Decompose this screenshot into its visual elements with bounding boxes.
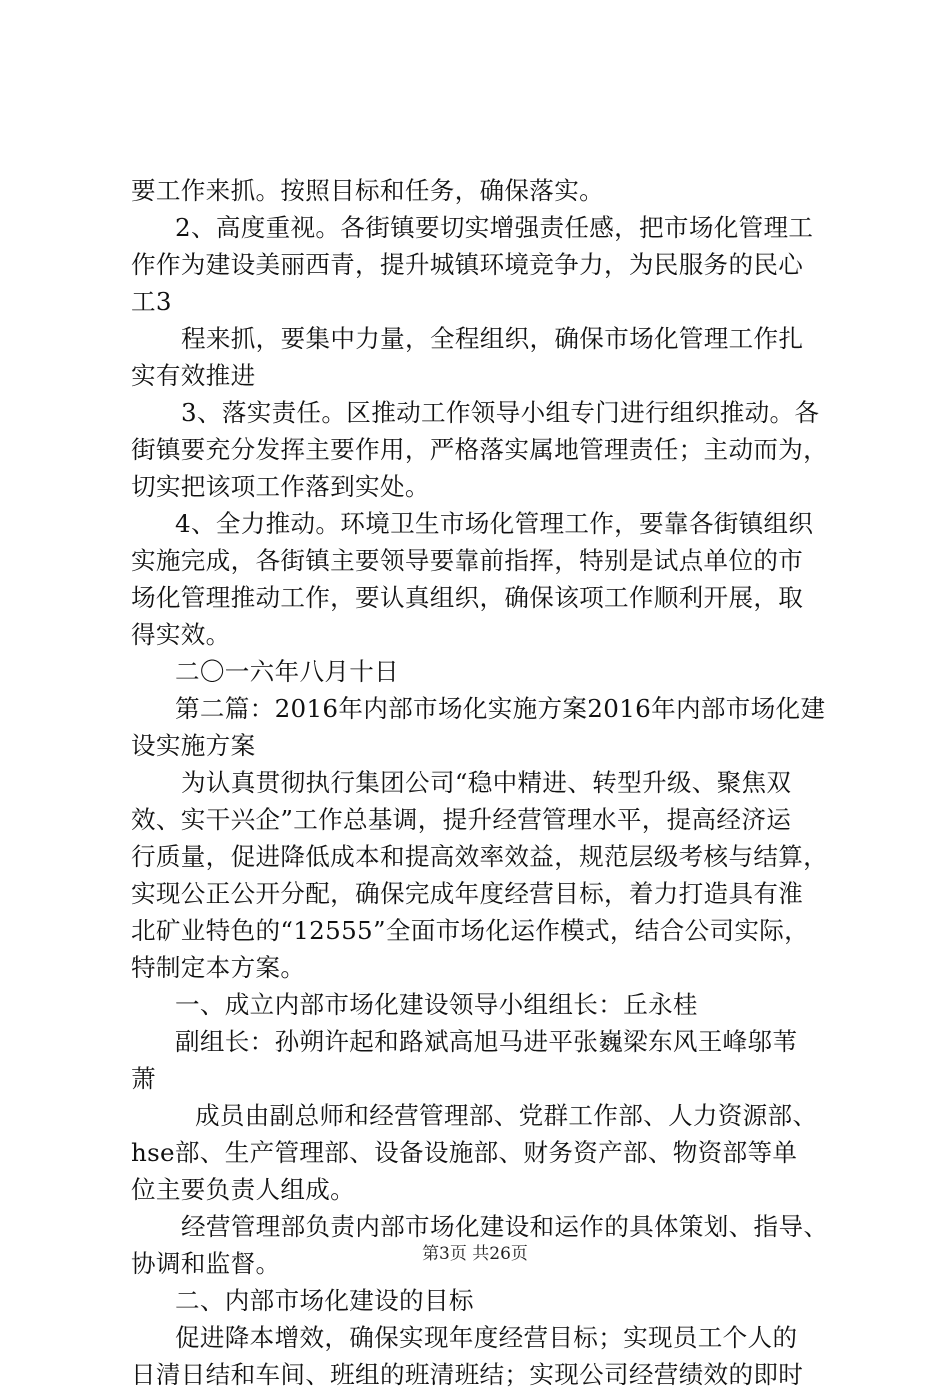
text-line: 切实把该项工作落到实处。 [131,472,430,501]
text-line: 二、内部市场化建设的目标 [175,1286,474,1315]
text-line: 协调和监督。 [131,1249,281,1278]
text-line: 促进降本增效，确保实现年度经营目标；实现员工个人的 [175,1323,798,1352]
text-line: 2、高度重视。各街镇要切实增强责任感，把市场化管理工 [175,213,814,242]
text-line: 特制定本方案。 [131,953,306,982]
text-line: 实施完成，各街镇主要领导要靠前指挥，特别是试点单位的市 [131,546,804,575]
text-line: 萧 [131,1064,156,1093]
page-footer: 第3页 共26页 [422,1244,528,1264]
text-line: 作作为建设美丽西青，提升城镇环境竞争力，为民服务的民心 [131,250,804,279]
text-line: 街镇要充分发挥主要作用，严格落实属地管理责任；主动而为， [131,435,829,464]
text-line: 效、实干兴企”工作总基调，提升经营管理水平，提高经济运 [131,805,792,834]
text-line: 副组长：孙朔许起和路斌高旭马进平张巍梁东风王峰邬苇 [175,1027,798,1056]
text-line: 得实效。 [131,620,231,649]
text-line: 二〇一六年八月十日 [175,657,400,686]
text-line: 工3 [131,287,172,316]
text-line: 实现公正公开分配，确保完成年度经营目标，着力打造具有淮 [131,879,804,908]
text-line: 实有效推进 [131,361,256,390]
text-line: 3、落实责任。区推动工作领导小组专门进行组织推动。各 [181,398,820,427]
text-line: 为认真贯彻执行集团公司“稳中精进、转型升级、聚焦双 [181,768,792,797]
text-line: 北矿业特色的“12555”全面市场化运作模式，结合公司实际， [131,916,810,945]
text-line: hse部、生产管理部、设备设施部、财务资产部、物资部等单 [131,1138,798,1167]
text-line: 4、全力推动。环境卫生市场化管理工作，要靠各街镇组织 [175,509,814,538]
text-line: 一、成立内部市场化建设领导小组组长：丘永桂 [175,990,698,1019]
text-line: 设实施方案 [131,731,256,760]
text-line: 要工作来抓。按照目标和任务，确保落实。 [131,176,604,205]
text-line: 位主要负责人组成。 [131,1175,356,1204]
text-line: 第二篇：2016年内部市场化实施方案2016年内部市场化建 [175,694,826,723]
document-body [131,172,831,1393]
text-line: 日清日结和车间、班组的班清班结；实现公司经营绩效的即时 [131,1360,804,1389]
text-line: 行质量，促进降低成本和提高效率效益，规范层级考核与结算， [131,842,829,871]
text-line: 成员由副总师和经营管理部、党群工作部、人力资源部、 [195,1101,818,1130]
text-line: 经营管理部负责内部市场化建设和运作的具体策划、指导、 [181,1212,829,1241]
text-line: 场化管理推动工作，要认真组织，确保该项工作顺利开展，取 [131,583,804,612]
text-line: 程来抓，要集中力量，全程组织，确保市场化管理工作扎 [181,324,804,353]
